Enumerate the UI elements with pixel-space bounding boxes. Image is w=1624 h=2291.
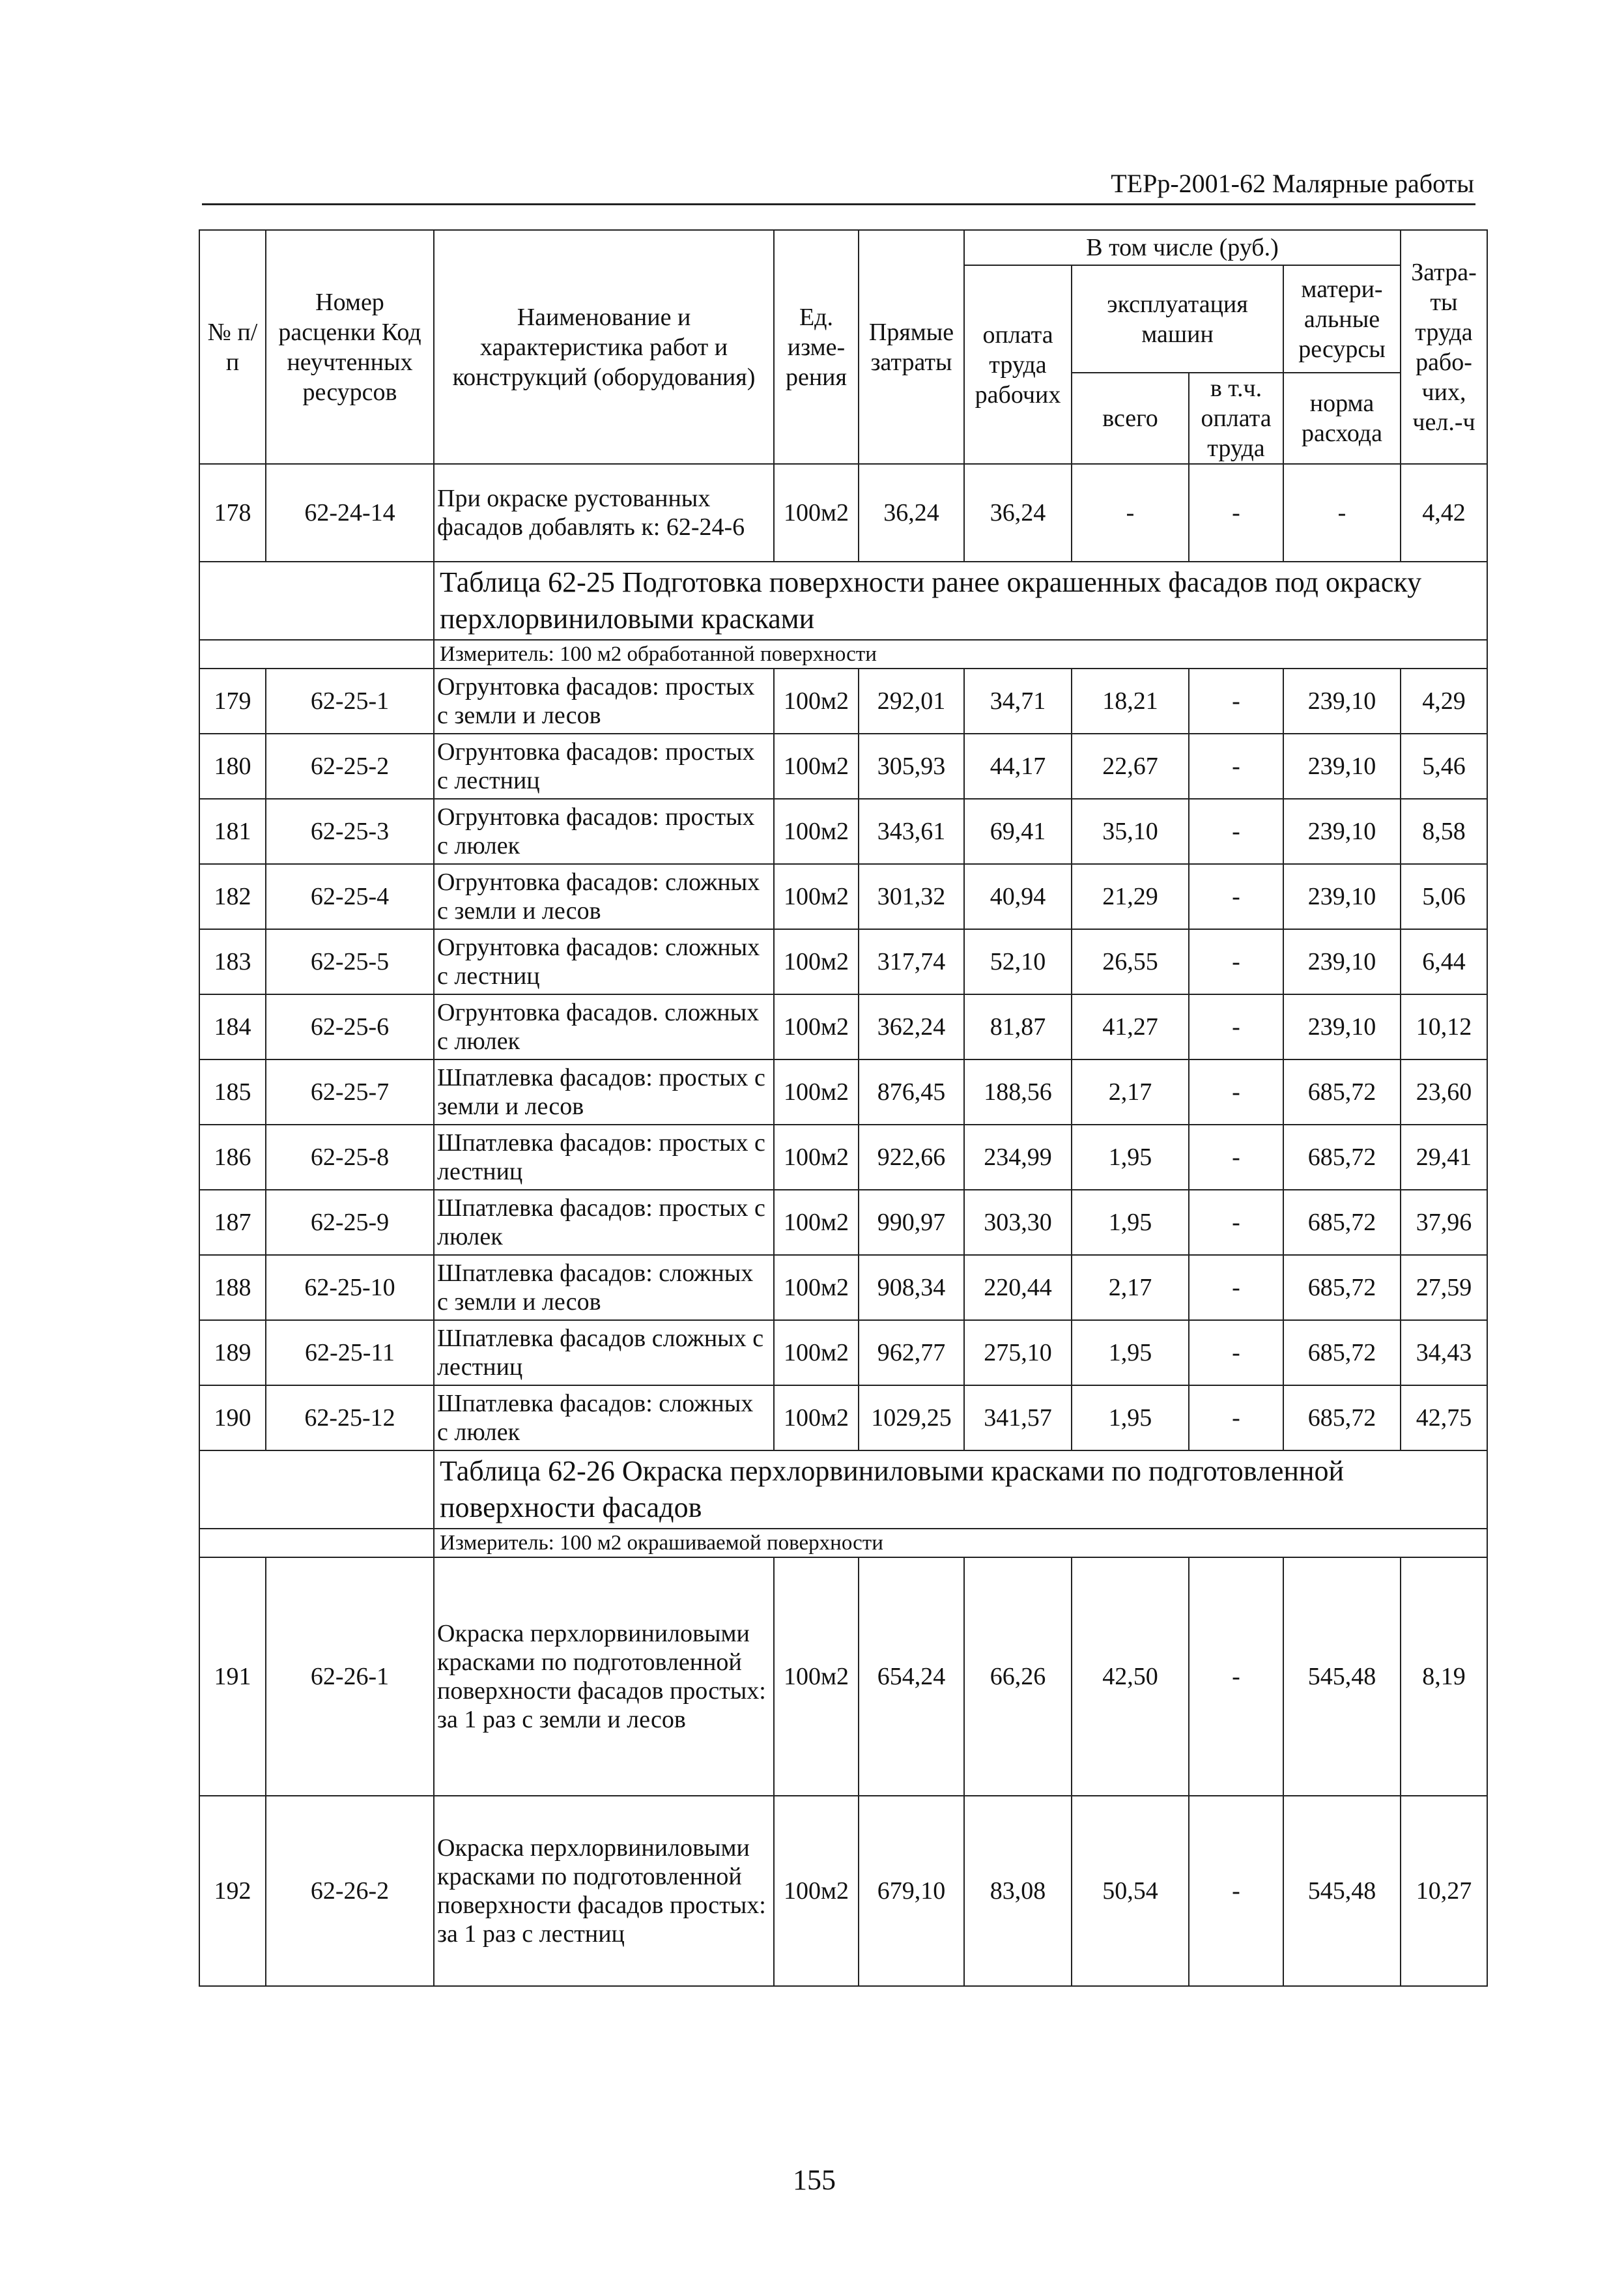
row-labor-pay: 34,71	[964, 669, 1072, 734]
row-materials: 685,72	[1283, 1059, 1401, 1125]
row-labor-cost: 37,96	[1401, 1190, 1487, 1255]
row-unit: 100м2	[774, 1320, 859, 1385]
row-name: Огрунтовка фасадов: сложных с земли и лесов	[434, 864, 774, 929]
row-name: Огрунтовка фасадов: сложных с лестниц	[434, 929, 774, 994]
row-labor-pay: 66,26	[964, 1557, 1072, 1796]
row-machines: 22,67	[1072, 734, 1189, 799]
row-name: Шпатлевка фасадов: простых с люлек	[434, 1190, 774, 1255]
row-machines: 41,27	[1072, 994, 1189, 1059]
row-name: Огрунтовка фасадов: простых с люлек	[434, 799, 774, 864]
row-direct: 908,34	[859, 1255, 964, 1320]
table-row	[199, 734, 1487, 799]
row-unit: 100м2	[774, 1190, 859, 1255]
section-title-row	[199, 1450, 1487, 1529]
row-machines-pay: -	[1189, 1320, 1283, 1385]
row-labor-cost: 34,43	[1401, 1320, 1487, 1385]
row-labor-pay: 83,08	[964, 1796, 1072, 1986]
row-labor-pay: 220,44	[964, 1255, 1072, 1320]
row-labor-pay: 341,57	[964, 1385, 1072, 1450]
row-labor-cost: 4,42	[1401, 464, 1487, 562]
page-number: 155	[793, 2164, 836, 2196]
row-direct: 679,10	[859, 1796, 964, 1986]
row-machines-pay: -	[1189, 1059, 1283, 1125]
row-num: 192	[199, 1796, 266, 1986]
row-machines-pay: -	[1189, 864, 1283, 929]
row-code: 62-26-2	[266, 1796, 434, 1986]
table-row	[199, 994, 1487, 1059]
row-unit: 100м2	[774, 864, 859, 929]
row-code: 62-25-10	[266, 1255, 434, 1320]
row-machines: 1,95	[1072, 1385, 1189, 1450]
row-direct: 362,24	[859, 994, 964, 1059]
row-name: Шпатлевка фасадов сложных с лестниц	[434, 1320, 774, 1385]
row-direct: 876,45	[859, 1059, 964, 1125]
row-machines: 2,17	[1072, 1059, 1189, 1125]
col-header-labor-pay: оплата труда рабочих	[964, 265, 1072, 464]
row-code: 62-25-2	[266, 734, 434, 799]
row-code: 62-25-3	[266, 799, 434, 864]
row-labor-cost: 8,58	[1401, 799, 1487, 864]
row-machines-pay: -	[1189, 994, 1283, 1059]
row-materials: 239,10	[1283, 734, 1401, 799]
row-num: 188	[199, 1255, 266, 1320]
row-materials: 239,10	[1283, 864, 1401, 929]
row-unit: 100м2	[774, 1125, 859, 1190]
section-spacer	[199, 1450, 434, 1529]
row-labor-pay: 52,10	[964, 929, 1072, 994]
row-labor-pay: 36,24	[964, 464, 1072, 562]
row-code: 62-25-6	[266, 994, 434, 1059]
row-code: 62-25-1	[266, 669, 434, 734]
row-labor-cost: 10,12	[1401, 994, 1487, 1059]
row-name: Огрунтовка фасадов: простых с земли и лесов	[434, 669, 774, 734]
row-num: 178	[199, 464, 266, 562]
row-machines: 1,95	[1072, 1125, 1189, 1190]
row-direct: 292,01	[859, 669, 964, 734]
table-row	[199, 1385, 1487, 1450]
row-materials: 545,48	[1283, 1796, 1401, 1986]
row-name: Огрунтовка фасадов: простых с лестниц	[434, 734, 774, 799]
row-unit: 100м2	[774, 1255, 859, 1320]
row-labor-pay: 81,87	[964, 994, 1072, 1059]
row-machines-pay: -	[1189, 1190, 1283, 1255]
row-machines-pay: -	[1189, 669, 1283, 734]
row-labor-pay: 234,99	[964, 1125, 1072, 1190]
row-unit: 100м2	[774, 799, 859, 864]
col-header-including: В том числе (руб.)	[964, 230, 1401, 265]
table-body	[199, 464, 1487, 1986]
row-labor-pay: 69,41	[964, 799, 1072, 864]
col-header-machines: эксплуатация машин	[1072, 265, 1283, 373]
section-meter: Измеритель: 100 м2 окрашиваемой поверхности	[434, 1529, 1487, 1557]
row-materials: 685,72	[1283, 1320, 1401, 1385]
row-labor-pay: 188,56	[964, 1059, 1072, 1125]
row-machines-pay: -	[1189, 1557, 1283, 1796]
row-name: Шпатлевка фасадов: сложных с земли и лесов	[434, 1255, 774, 1320]
row-labor-cost: 27,59	[1401, 1255, 1487, 1320]
row-unit: 100м2	[774, 669, 859, 734]
row-unit: 100м2	[774, 1796, 859, 1986]
table-row	[199, 1190, 1487, 1255]
row-unit: 100м2	[774, 464, 859, 562]
row-name: Шпатлевка фасадов: сложных с люлек	[434, 1385, 774, 1450]
row-direct: 654,24	[859, 1557, 964, 1796]
row-name: Окраска перхлорвиниловыми красками по подготовленной поверхности фасадов простых: за 1 раз с лестниц	[434, 1796, 774, 1986]
row-unit: 100м2	[774, 1059, 859, 1125]
col-header-name: Наименование и характеристика работ и конструкций (оборудования)	[434, 230, 774, 464]
row-machines: 42,50	[1072, 1557, 1189, 1796]
row-name: Шпатлевка фасадов: простых с лестниц	[434, 1125, 774, 1190]
row-direct: 301,32	[859, 864, 964, 929]
row-num: 185	[199, 1059, 266, 1125]
col-header-code: Номер расценки Код неучтенных ресурсов	[266, 230, 434, 464]
row-machines: -	[1072, 464, 1189, 562]
row-labor-cost: 29,41	[1401, 1125, 1487, 1190]
table-row	[199, 864, 1487, 929]
col-header-machines-total: всего	[1072, 373, 1189, 464]
row-labor-pay: 275,10	[964, 1320, 1072, 1385]
table-row	[199, 1255, 1487, 1320]
row-machines-pay: -	[1189, 1796, 1283, 1986]
row-direct: 1029,25	[859, 1385, 964, 1450]
col-header-machines-pay: в т.ч. оплата труда	[1189, 373, 1283, 464]
col-header-norm: норма расхода	[1283, 373, 1401, 464]
row-code: 62-25-4	[266, 864, 434, 929]
row-code: 62-25-9	[266, 1190, 434, 1255]
row-labor-cost: 10,27	[1401, 1796, 1487, 1986]
row-materials: 685,72	[1283, 1385, 1401, 1450]
row-num: 189	[199, 1320, 266, 1385]
table-header	[199, 230, 1487, 464]
table-row	[199, 1320, 1487, 1385]
row-num: 179	[199, 669, 266, 734]
table-row	[199, 1796, 1487, 1986]
row-num: 191	[199, 1557, 266, 1796]
row-num: 182	[199, 864, 266, 929]
row-materials: 545,48	[1283, 1557, 1401, 1796]
row-machines-pay: -	[1189, 464, 1283, 562]
col-header-direct: Прямые затраты	[859, 230, 964, 464]
row-num: 190	[199, 1385, 266, 1450]
row-code: 62-25-11	[266, 1320, 434, 1385]
row-num: 184	[199, 994, 266, 1059]
col-header-unit: Ед. изме-рения	[774, 230, 859, 464]
row-labor-pay: 44,17	[964, 734, 1072, 799]
section-spacer	[199, 640, 434, 669]
row-machines: 50,54	[1072, 1796, 1189, 1986]
section-title: Таблица 62-25 Подготовка поверхности ранее окрашенных фасадов под окраску перхлорвиниловыми красками	[434, 562, 1487, 640]
section-spacer	[199, 562, 434, 640]
row-num: 187	[199, 1190, 266, 1255]
row-code: 62-25-5	[266, 929, 434, 994]
row-direct: 962,77	[859, 1320, 964, 1385]
row-unit: 100м2	[774, 1557, 859, 1796]
row-labor-cost: 8,19	[1401, 1557, 1487, 1796]
row-num: 183	[199, 929, 266, 994]
row-name: Окраска перхлорвиниловыми красками по подготовленной поверхности фасадов простых: за 1 раз с земли и лесов	[434, 1557, 774, 1796]
row-labor-cost: 42,75	[1401, 1385, 1487, 1450]
row-unit: 100м2	[774, 1385, 859, 1450]
row-machines: 21,29	[1072, 864, 1189, 929]
row-materials: 685,72	[1283, 1125, 1401, 1190]
row-machines: 35,10	[1072, 799, 1189, 864]
row-code: 62-25-12	[266, 1385, 434, 1450]
table-row	[199, 799, 1487, 864]
row-materials: 239,10	[1283, 669, 1401, 734]
table-row	[199, 464, 1487, 562]
row-materials: 239,10	[1283, 799, 1401, 864]
row-labor-pay: 40,94	[964, 864, 1072, 929]
row-code: 62-25-7	[266, 1059, 434, 1125]
row-machines-pay: -	[1189, 799, 1283, 864]
row-materials: 239,10	[1283, 994, 1401, 1059]
table-row	[199, 1557, 1487, 1796]
table-row	[199, 1059, 1487, 1125]
row-machines-pay: -	[1189, 1385, 1283, 1450]
row-unit: 100м2	[774, 994, 859, 1059]
row-direct: 990,97	[859, 1190, 964, 1255]
row-labor-cost: 4,29	[1401, 669, 1487, 734]
row-direct: 317,74	[859, 929, 964, 994]
section-spacer	[199, 1529, 434, 1557]
row-machines: 26,55	[1072, 929, 1189, 994]
section-meter-row	[199, 1529, 1487, 1557]
row-name: При окраске рустованных фасадов добавлять к: 62-24-6	[434, 464, 774, 562]
row-materials: 685,72	[1283, 1190, 1401, 1255]
row-machines: 18,21	[1072, 669, 1189, 734]
row-machines: 2,17	[1072, 1255, 1189, 1320]
row-labor-cost: 23,60	[1401, 1059, 1487, 1125]
section-title-row	[199, 562, 1487, 640]
row-num: 186	[199, 1125, 266, 1190]
section-meter-row	[199, 640, 1487, 669]
row-direct: 36,24	[859, 464, 964, 562]
row-machines-pay: -	[1189, 929, 1283, 994]
table-row	[199, 929, 1487, 994]
row-code: 62-25-8	[266, 1125, 434, 1190]
table-row	[199, 1125, 1487, 1190]
row-materials: 685,72	[1283, 1255, 1401, 1320]
row-labor-cost: 5,46	[1401, 734, 1487, 799]
row-code: 62-24-14	[266, 464, 434, 562]
row-direct: 922,66	[859, 1125, 964, 1190]
row-labor-cost: 5,06	[1401, 864, 1487, 929]
row-name: Огрунтовка фасадов. сложных с люлек	[434, 994, 774, 1059]
row-unit: 100м2	[774, 734, 859, 799]
document-header-title: ТЕРр-2001-62 Малярные работы	[1111, 169, 1474, 198]
row-num: 181	[199, 799, 266, 864]
row-materials: -	[1283, 464, 1401, 562]
row-num: 180	[199, 734, 266, 799]
section-title: Таблица 62-26 Окраска перхлорвиниловыми красками по подготовленной поверхности фасадов	[434, 1450, 1487, 1529]
row-materials: 239,10	[1283, 929, 1401, 994]
price-table	[199, 229, 1488, 1987]
row-labor-cost: 6,44	[1401, 929, 1487, 994]
row-machines-pay: -	[1189, 1125, 1283, 1190]
row-machines-pay: -	[1189, 734, 1283, 799]
col-header-labor-cost: Затра-ты труда рабо-чих, чел.-ч	[1401, 230, 1487, 464]
section-meter: Измеритель: 100 м2 обработанной поверхности	[434, 640, 1487, 669]
col-header-materials: матери-альные ресурсы	[1283, 265, 1401, 373]
col-header-num: № п/п	[199, 230, 266, 464]
header-rule	[202, 203, 1475, 205]
row-machines: 1,95	[1072, 1190, 1189, 1255]
row-unit: 100м2	[774, 929, 859, 994]
row-machines: 1,95	[1072, 1320, 1189, 1385]
row-code: 62-26-1	[266, 1557, 434, 1796]
row-labor-pay: 303,30	[964, 1190, 1072, 1255]
table-row	[199, 669, 1487, 734]
row-machines-pay: -	[1189, 1255, 1283, 1320]
row-direct: 343,61	[859, 799, 964, 864]
row-name: Шпатлевка фасадов: простых с земли и лесов	[434, 1059, 774, 1125]
row-direct: 305,93	[859, 734, 964, 799]
